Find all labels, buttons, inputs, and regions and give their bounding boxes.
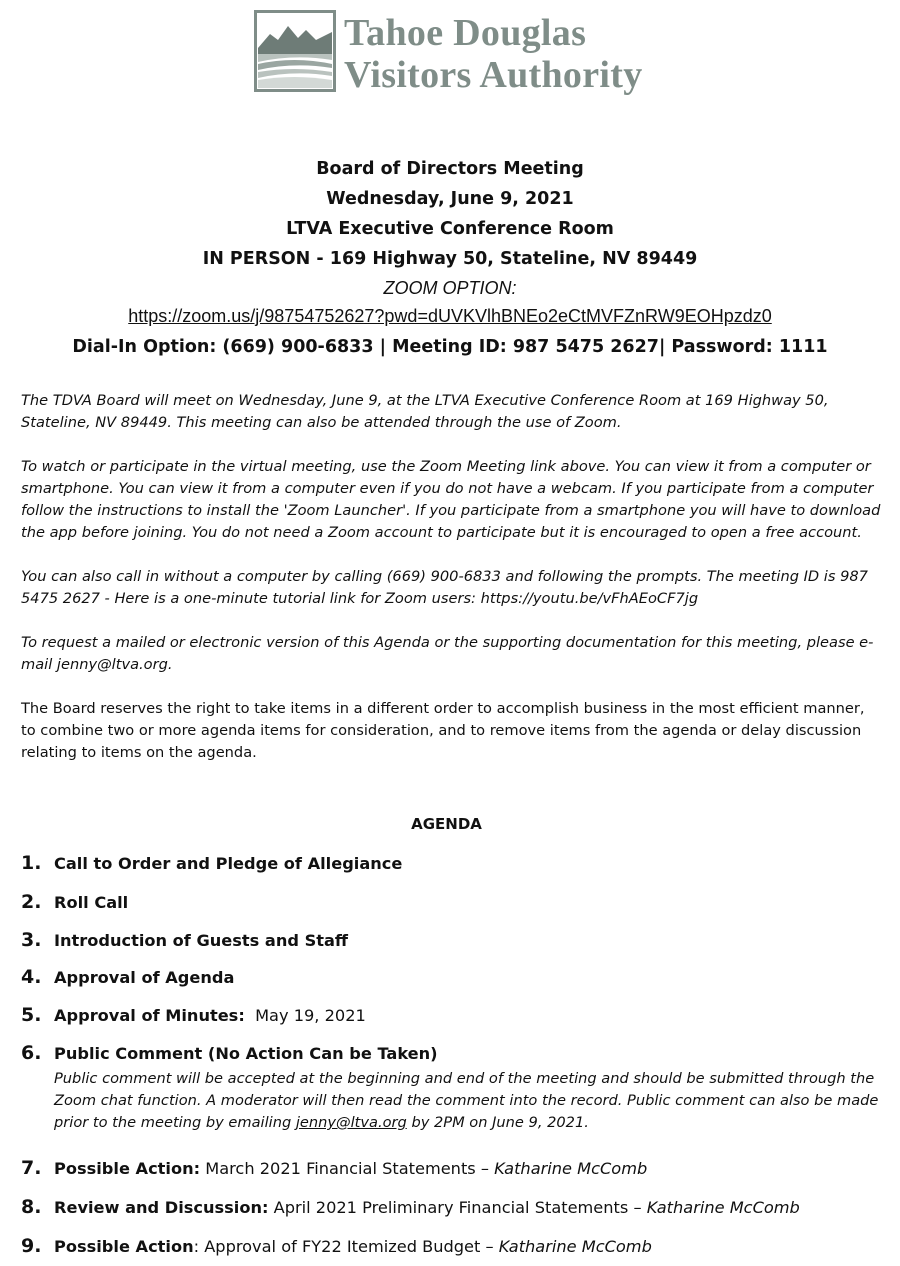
meeting-header <box>0 154 900 362</box>
logo-line-1: Tahoe Douglas <box>344 12 587 54</box>
item-label: Approval of Agenda <box>54 968 235 987</box>
notice-paragraph-2: To watch or participate in the virtual meeting, use the Zoom Meeting link above. You can view it from a computer or smartphone. You can view it from a computer even if you do not have a webcam. If you participate from a computer follow the instructions to install the 'Zoom Launcher'. If you participate from a smartphone you will have to download the app before joining. You do not need a Zoom account to participate but it is encouraged to open a free account. <box>21 458 881 541</box>
item-presenter: Katharine McComb <box>498 1237 652 1256</box>
item-detail: Approval of FY22 Itemized Budget – <box>204 1237 494 1256</box>
item-label: Possible Action: <box>54 1159 201 1178</box>
item-label: Public Comment (No Action Can be Taken) <box>54 1044 438 1063</box>
item-number: 3. <box>21 929 42 951</box>
meeting-title: Board of Directors Meeting <box>316 159 584 179</box>
item-detail: May 19, 2021 <box>255 1006 366 1025</box>
item-detail: March 2021 Financial Statements – <box>205 1159 489 1178</box>
item-detail: April 2021 Preliminary Financial Statements – <box>273 1198 642 1217</box>
comment-email-link[interactable]: jenny@ltva.org <box>295 1114 407 1131</box>
item-presenter: Katharine McComb <box>646 1198 800 1217</box>
notice-paragraph-3: You can also call in without a computer by calling (669) 900-6833 and following the prompts. The meeting ID is 987 5475 2627 - Here is a one-minute tutorial link for Zoom users: https://youtu.be/vFhAEoCF7jg <box>21 568 868 607</box>
item-label: Review and Discussion: <box>54 1198 269 1217</box>
item-label: Possible Action <box>54 1237 194 1256</box>
notice-paragraph-4: To request a mailed or electronic version of this Agenda or the supporting documentation for this meeting, please e-mail jenny@ltva.org. <box>21 634 874 673</box>
item-number: 1. <box>21 852 42 874</box>
item-number: 8. <box>21 1196 42 1218</box>
zoom-option-label: ZOOM OPTION: <box>383 278 517 298</box>
item-number: 2. <box>21 891 42 913</box>
item-number: 7. <box>21 1157 42 1179</box>
notice-paragraph-1: The TDVA Board will meet on Wednesday, June 9, at the LTVA Executive Conference Room at 169 Highway 50, Stateline, NV 89449. This meeting can also be attended through the use of Zoom. <box>21 392 829 431</box>
meeting-date: Wednesday, June 9, 2021 <box>326 189 574 209</box>
mountain-lake-logo-icon <box>254 10 336 92</box>
item-number: 9. <box>21 1235 42 1257</box>
meeting-notice <box>21 390 883 786</box>
meeting-location: IN PERSON - 169 Highway 50, Stateline, NV 89449 <box>202 249 698 269</box>
item-label: Approval of Minutes: <box>54 1006 245 1025</box>
tdva-logo <box>254 10 654 100</box>
item-number: 6. <box>21 1042 42 1064</box>
item-presenter: Katharine McComb <box>494 1159 648 1178</box>
public-comment-note: Public comment will be accepted at the beginning and end of the meeting and should be submitted through the Zoom chat function. A moderator will then read the comment into the record. Public comment can also be made prior to the meeting by emailing jenny@ltva.org by 2PM on June 9, 2021. <box>54 1070 879 1131</box>
logo-line-2: Visitors Authority <box>344 54 643 96</box>
board-reservation-paragraph: The Board reserves the right to take items in a different order to accomplish business in the most efficient manner, to combine two or more agenda items for consideration, and to remove items from the agenda or delay discussion relating to items on the agenda. <box>21 700 865 761</box>
agenda-heading: AGENDA <box>411 815 482 833</box>
logo-wordmark <box>344 12 643 96</box>
zoom-link[interactable]: https://zoom.us/j/98754752627?pwd=dUVKVlhBNEo2eCtMVFZnRW9EOHpzdz0 <box>128 306 772 326</box>
meeting-room: LTVA Executive Conference Room <box>286 219 614 239</box>
item-label: Introduction of Guests and Staff <box>54 931 348 950</box>
item-number: 4. <box>21 966 42 988</box>
item-label: Call to Order and Pledge of Allegiance <box>54 854 403 873</box>
item-number: 5. <box>21 1004 42 1026</box>
item-label: Roll Call <box>54 893 129 912</box>
dial-in-info: Dial-In Option: (669) 900-6833 | Meeting ID: 987 5475 2627| Password: 1111 <box>72 337 828 357</box>
